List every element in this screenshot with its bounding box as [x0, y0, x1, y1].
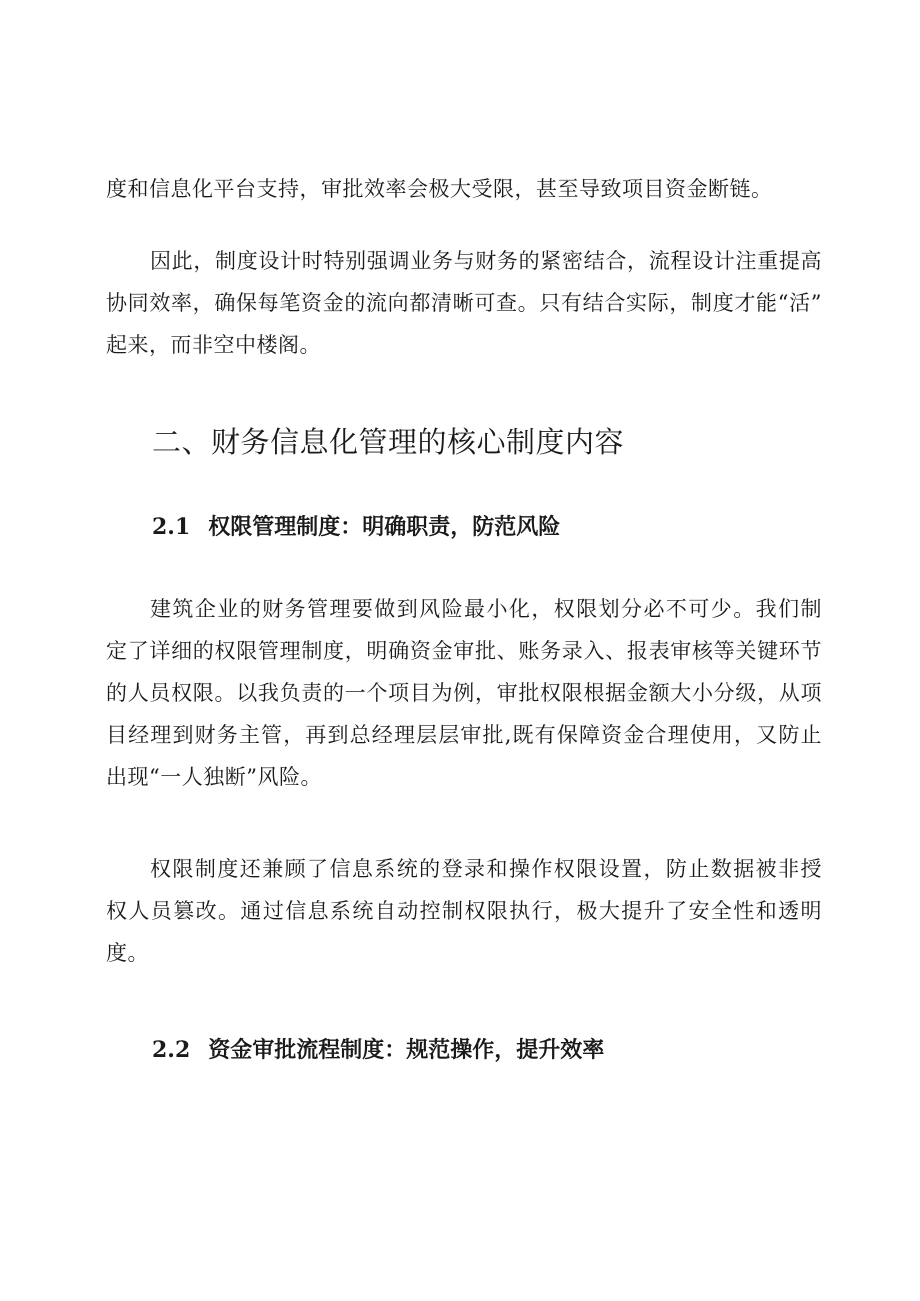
- text-line: 权人员篡改。通过信息系统自动控制权限执行，极大提升了安全性和透明: [106, 899, 822, 923]
- text-line: 协同效率，确保每笔资金的流向都清晰可查。只有结合实际，制度才能“活”: [106, 291, 822, 315]
- subsection-heading-2-1: [152, 510, 560, 541]
- paragraph-permission-management: [106, 588, 822, 798]
- subsection-number: 2.2: [152, 1037, 191, 1063]
- paragraph-continuation: [106, 168, 822, 210]
- subsection-title: 资金审批流程制度：规范操作，提升效率: [208, 1038, 605, 1063]
- text-line: 出现“一人独断”风险。: [106, 765, 322, 789]
- text-line: 度和信息化平台支持，审批效率会极大受限，甚至导致项目资金断链。: [106, 177, 773, 201]
- text-line: 起来，而非空中楼阁。: [106, 333, 321, 357]
- subsection-number: 2.1: [152, 514, 191, 540]
- subsection-title: 权限管理制度：明确职责，防范风险: [208, 515, 561, 540]
- paragraph-system-permissions: [106, 848, 822, 974]
- subsection-heading-2-2: [152, 1033, 604, 1064]
- text-line: 权限制度还兼顾了信息系统的登录和操作权限设置，防止数据被非授: [150, 857, 822, 881]
- text-line: 定了详细的权限管理制度，明确资金审批、账务录入、报表审核等关键环节: [106, 639, 822, 663]
- text-line: 目经理到财务主管，再到总经理层层审批,既有保障资金合理使用，又防止: [106, 723, 822, 747]
- text-line: 因此，制度设计时特别强调业务与财务的紧密结合，流程设计注重提高: [150, 249, 822, 273]
- text-line: 的人员权限。以我负责的一个项目为例，审批权限根据金额大小分级，从项: [106, 681, 822, 705]
- paragraph-integration: [106, 240, 822, 366]
- text-line: 度。: [106, 941, 149, 965]
- text-line: 建筑企业的财务管理要做到风险最小化，权限划分必不可少。我们制: [150, 597, 822, 621]
- section-heading: 二、财务信息化管理的核心制度内容: [152, 425, 625, 459]
